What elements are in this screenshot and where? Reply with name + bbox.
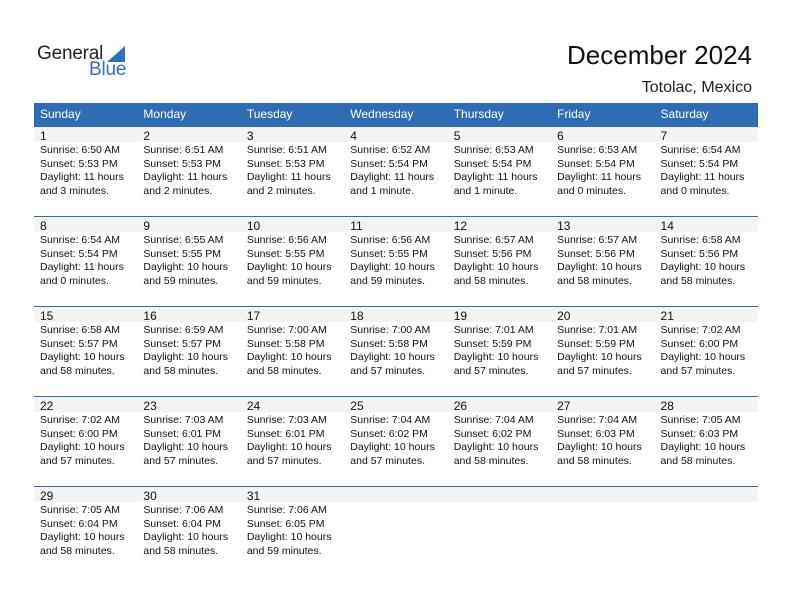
day-number: 7 bbox=[660, 129, 668, 143]
daylight-text: Daylight: 10 hours bbox=[350, 441, 435, 454]
daylight-text: Daylight: 11 hours bbox=[350, 171, 435, 184]
daylight-text: and 0 minutes. bbox=[40, 274, 109, 287]
day-sun-info bbox=[661, 144, 758, 198]
sunrise-text: Sunrise: 7:05 AM bbox=[40, 504, 120, 516]
sunrise-text: Sunrise: 6:57 AM bbox=[453, 234, 534, 246]
day-sun-info bbox=[557, 324, 654, 378]
day-cell bbox=[34, 217, 137, 307]
daylight-text: Daylight: 10 hours bbox=[246, 531, 332, 544]
day-cell bbox=[655, 127, 758, 217]
daylight-text: and 59 minutes. bbox=[246, 274, 322, 287]
sunset-text: Sunset: 6:05 PM bbox=[246, 517, 325, 530]
day-cell bbox=[137, 217, 240, 307]
day-number: 6 bbox=[557, 129, 564, 143]
day-sun-info bbox=[350, 234, 447, 288]
daylight-text: Daylight: 10 hours bbox=[557, 351, 642, 364]
day-sun-info bbox=[143, 144, 240, 198]
week-row bbox=[34, 487, 758, 577]
sunset-text: Sunset: 5:58 PM bbox=[246, 337, 325, 350]
day-number: 29 bbox=[40, 489, 54, 503]
sunset-text: Sunset: 6:01 PM bbox=[143, 427, 222, 440]
daylight-text: and 1 minute. bbox=[350, 184, 414, 197]
daylight-text: Daylight: 10 hours bbox=[40, 351, 125, 364]
day-number: 19 bbox=[453, 309, 468, 323]
day-cell bbox=[551, 307, 654, 397]
day-number: 22 bbox=[40, 399, 54, 413]
day-sun-info bbox=[557, 414, 654, 468]
daylight-text: and 57 minutes. bbox=[40, 454, 115, 467]
daylight-text: Daylight: 10 hours bbox=[660, 441, 746, 454]
sunset-text: Sunset: 6:04 PM bbox=[143, 517, 222, 530]
daylight-text: and 58 minutes. bbox=[40, 544, 115, 557]
sunset-text: Sunset: 5:54 PM bbox=[557, 157, 635, 170]
day-cell bbox=[344, 397, 447, 487]
sunrise-text: Sunrise: 6:58 AM bbox=[40, 324, 120, 336]
day-cell bbox=[241, 397, 344, 487]
daylight-text: and 59 minutes. bbox=[143, 274, 219, 287]
daylight-text: Daylight: 11 hours bbox=[143, 171, 228, 184]
sunrise-text: Sunrise: 6:50 AM bbox=[40, 144, 120, 156]
daylight-text: and 3 minutes. bbox=[40, 184, 109, 197]
daylight-text: and 59 minutes. bbox=[246, 544, 322, 557]
daylight-text: Daylight: 11 hours bbox=[40, 171, 124, 184]
daylight-text: and 59 minutes. bbox=[350, 274, 425, 287]
daylight-text: and 57 minutes. bbox=[143, 454, 219, 467]
day-cell bbox=[448, 127, 551, 217]
weekday-monday: Monday bbox=[143, 107, 187, 121]
day-number: 30 bbox=[143, 489, 157, 503]
sunset-text: Sunset: 6:03 PM bbox=[557, 427, 635, 440]
day-number: 14 bbox=[660, 219, 674, 233]
empty-day-cell bbox=[655, 487, 758, 577]
sunrise-text: Sunrise: 6:54 AM bbox=[40, 234, 120, 246]
weekday-friday: Friday bbox=[557, 107, 591, 121]
sunset-text: Sunset: 5:54 PM bbox=[660, 157, 739, 170]
daylight-text: Daylight: 10 hours bbox=[350, 261, 435, 274]
logo bbox=[37, 43, 137, 83]
daylight-text: and 58 minutes. bbox=[453, 274, 529, 287]
day-sun-info bbox=[454, 234, 551, 288]
daylight-text: Daylight: 11 hours bbox=[246, 171, 331, 184]
day-cell bbox=[241, 217, 344, 307]
day-number: 3 bbox=[246, 129, 254, 143]
day-cell bbox=[137, 127, 240, 217]
day-sun-info bbox=[247, 504, 344, 558]
daylight-text: and 58 minutes. bbox=[40, 364, 115, 377]
day-sun-info bbox=[40, 234, 137, 288]
sunrise-text: Sunrise: 6:56 AM bbox=[246, 234, 327, 246]
daylight-text: and 57 minutes. bbox=[350, 364, 425, 377]
day-sun-info bbox=[40, 504, 137, 558]
daylight-text: Daylight: 10 hours bbox=[453, 261, 539, 274]
daylight-text: and 2 minutes. bbox=[246, 184, 316, 197]
weekday-wednesday: Wednesday bbox=[350, 107, 414, 121]
sunset-text: Sunset: 6:00 PM bbox=[40, 427, 118, 440]
sunrise-text: Sunrise: 6:53 AM bbox=[557, 144, 638, 156]
daylight-text: and 58 minutes. bbox=[660, 274, 736, 287]
day-sun-info bbox=[247, 324, 344, 378]
daylight-text: Daylight: 10 hours bbox=[453, 441, 539, 454]
day-number: 5 bbox=[453, 129, 461, 143]
day-sun-info bbox=[247, 414, 344, 468]
day-sun-info bbox=[247, 144, 344, 198]
day-number: 23 bbox=[143, 399, 157, 413]
day-number: 24 bbox=[246, 399, 261, 413]
daylight-text: and 58 minutes. bbox=[660, 454, 736, 467]
sunset-text: Sunset: 6:02 PM bbox=[453, 427, 532, 440]
sunset-text: Sunset: 5:56 PM bbox=[453, 247, 532, 260]
week-row bbox=[34, 127, 758, 217]
day-cell bbox=[448, 217, 551, 307]
day-number: 25 bbox=[350, 399, 364, 413]
sunrise-text: Sunrise: 7:06 AM bbox=[246, 504, 327, 516]
day-number: 16 bbox=[143, 309, 157, 323]
sunrise-text: Sunrise: 7:04 AM bbox=[350, 414, 431, 426]
day-sun-info bbox=[454, 414, 551, 468]
sunset-text: Sunset: 6:00 PM bbox=[660, 337, 739, 350]
daylight-text: Daylight: 10 hours bbox=[557, 261, 642, 274]
empty-day-cell bbox=[448, 487, 551, 577]
daylight-text: and 58 minutes. bbox=[143, 544, 219, 557]
day-sun-info bbox=[143, 504, 240, 558]
sunrise-text: Sunrise: 7:03 AM bbox=[143, 414, 224, 426]
daylight-text: and 57 minutes. bbox=[350, 454, 425, 467]
weekday-saturday: Saturday bbox=[660, 107, 709, 121]
daylight-text: and 57 minutes. bbox=[453, 364, 529, 377]
location: Totolac, Mexico bbox=[641, 79, 752, 96]
daylight-text: Daylight: 10 hours bbox=[246, 351, 332, 364]
daylight-text: and 58 minutes. bbox=[557, 274, 632, 287]
day-number: 1 bbox=[40, 129, 47, 143]
daylight-text: and 0 minutes. bbox=[660, 184, 730, 197]
daylight-text: Daylight: 11 hours bbox=[660, 171, 745, 184]
day-number: 9 bbox=[143, 219, 151, 233]
sunrise-text: Sunrise: 6:57 AM bbox=[557, 234, 638, 246]
day-cell bbox=[551, 127, 654, 217]
day-cell bbox=[34, 127, 137, 217]
day-cell bbox=[241, 307, 344, 397]
sunrise-text: Sunrise: 6:52 AM bbox=[350, 144, 431, 156]
day-cell bbox=[344, 217, 447, 307]
day-number: 21 bbox=[660, 309, 674, 323]
day-sun-info bbox=[40, 144, 137, 198]
day-cell bbox=[344, 307, 447, 397]
day-sun-info bbox=[40, 414, 137, 468]
day-cell bbox=[655, 397, 758, 487]
daylight-text: Daylight: 10 hours bbox=[453, 351, 539, 364]
week-row bbox=[34, 397, 758, 487]
weekday-tuesday: Tuesday bbox=[246, 107, 293, 121]
sunset-text: Sunset: 5:54 PM bbox=[40, 247, 118, 260]
sunrise-text: Sunrise: 7:05 AM bbox=[660, 414, 741, 426]
day-sun-info bbox=[557, 144, 654, 198]
daylight-text: and 58 minutes. bbox=[453, 454, 529, 467]
page-title: December 2024 bbox=[567, 40, 752, 70]
weekday-thursday: Thursday bbox=[453, 107, 504, 121]
day-cell bbox=[344, 127, 447, 217]
sunrise-text: Sunrise: 6:53 AM bbox=[453, 144, 534, 156]
sunset-text: Sunset: 5:57 PM bbox=[143, 337, 222, 350]
day-cell bbox=[551, 217, 654, 307]
day-number: 4 bbox=[350, 129, 357, 143]
day-number: 12 bbox=[453, 219, 468, 233]
day-cell bbox=[137, 307, 240, 397]
daylight-text: Daylight: 10 hours bbox=[143, 351, 229, 364]
daylight-text: Daylight: 10 hours bbox=[40, 441, 125, 454]
day-cell bbox=[448, 397, 551, 487]
day-cell bbox=[137, 397, 240, 487]
sunset-text: Sunset: 5:58 PM bbox=[350, 337, 428, 350]
sunrise-text: Sunrise: 7:00 AM bbox=[350, 324, 431, 336]
daylight-text: and 57 minutes. bbox=[246, 454, 322, 467]
day-number: 8 bbox=[40, 219, 47, 233]
daylight-text: Daylight: 11 hours bbox=[40, 261, 124, 274]
sunset-text: Sunset: 5:56 PM bbox=[660, 247, 739, 260]
day-sun-info bbox=[350, 324, 447, 378]
logo-general-text: General bbox=[37, 43, 104, 64]
daylight-text: and 57 minutes. bbox=[660, 364, 736, 377]
daylight-text: and 0 minutes. bbox=[557, 184, 626, 197]
weekday-sunday: Sunday bbox=[40, 107, 81, 121]
daylight-text: and 2 minutes. bbox=[143, 184, 213, 197]
day-sun-info bbox=[557, 234, 654, 288]
sunset-text: Sunset: 5:54 PM bbox=[350, 157, 428, 170]
day-number: 11 bbox=[350, 219, 363, 233]
sunset-text: Sunset: 5:56 PM bbox=[557, 247, 635, 260]
day-sun-info bbox=[454, 144, 551, 198]
sunrise-text: Sunrise: 7:04 AM bbox=[557, 414, 638, 426]
day-number: 31 bbox=[246, 489, 261, 503]
logo-blue-text: Blue bbox=[89, 59, 127, 80]
day-number: 2 bbox=[143, 129, 151, 143]
sunrise-text: Sunrise: 7:03 AM bbox=[246, 414, 327, 426]
daylight-text: Daylight: 10 hours bbox=[246, 261, 332, 274]
sunrise-text: Sunrise: 7:02 AM bbox=[40, 414, 120, 426]
daylight-text: Daylight: 10 hours bbox=[350, 351, 435, 364]
sunset-text: Sunset: 6:03 PM bbox=[660, 427, 739, 440]
day-sun-info bbox=[661, 234, 758, 288]
day-sun-info bbox=[143, 234, 240, 288]
sunset-text: Sunset: 5:53 PM bbox=[143, 157, 222, 170]
sunrise-text: Sunrise: 6:51 AM bbox=[246, 144, 327, 156]
sunrise-text: Sunrise: 6:59 AM bbox=[143, 324, 224, 336]
sunrise-text: Sunrise: 6:58 AM bbox=[660, 234, 741, 246]
daylight-text: Daylight: 10 hours bbox=[143, 531, 229, 544]
day-cell bbox=[448, 307, 551, 397]
daylight-text: Daylight: 10 hours bbox=[143, 261, 229, 274]
daylight-text: Daylight: 10 hours bbox=[246, 441, 332, 454]
daylight-text: and 58 minutes. bbox=[143, 364, 219, 377]
daylight-text: Daylight: 10 hours bbox=[660, 351, 746, 364]
daylight-text: and 58 minutes. bbox=[557, 454, 632, 467]
weekday-header bbox=[34, 103, 758, 126]
day-cell bbox=[551, 397, 654, 487]
daylight-text: Daylight: 10 hours bbox=[143, 441, 229, 454]
day-cell bbox=[137, 487, 240, 577]
sunrise-text: Sunrise: 7:06 AM bbox=[143, 504, 224, 516]
day-cell bbox=[34, 307, 137, 397]
day-sun-info bbox=[661, 324, 758, 378]
sunset-text: Sunset: 6:01 PM bbox=[246, 427, 325, 440]
sunset-text: Sunset: 5:59 PM bbox=[453, 337, 532, 350]
week-row bbox=[34, 217, 758, 307]
sunrise-text: Sunrise: 7:04 AM bbox=[453, 414, 534, 426]
sunset-text: Sunset: 6:02 PM bbox=[350, 427, 428, 440]
sunrise-text: Sunrise: 7:01 AM bbox=[453, 324, 534, 336]
sunset-text: Sunset: 6:04 PM bbox=[40, 517, 118, 530]
sunrise-text: Sunrise: 6:56 AM bbox=[350, 234, 431, 246]
day-cell bbox=[34, 487, 137, 577]
sunset-text: Sunset: 5:57 PM bbox=[40, 337, 118, 350]
sunset-text: Sunset: 5:55 PM bbox=[350, 247, 428, 260]
day-cell bbox=[241, 487, 344, 577]
day-number: 28 bbox=[660, 399, 674, 413]
day-number: 15 bbox=[40, 309, 54, 323]
sunrise-text: Sunrise: 6:51 AM bbox=[143, 144, 224, 156]
day-sun-info bbox=[143, 324, 240, 378]
sunrise-text: Sunrise: 6:55 AM bbox=[143, 234, 224, 246]
day-number: 10 bbox=[246, 219, 261, 233]
day-number: 13 bbox=[557, 219, 571, 233]
week-row bbox=[34, 307, 758, 397]
day-cell bbox=[655, 307, 758, 397]
sunrise-text: Sunrise: 7:02 AM bbox=[660, 324, 741, 336]
sunrise-text: Sunrise: 7:00 AM bbox=[246, 324, 327, 336]
sunset-text: Sunset: 5:53 PM bbox=[246, 157, 325, 170]
daylight-text: and 57 minutes. bbox=[557, 364, 632, 377]
day-cell bbox=[241, 127, 344, 217]
daylight-text: Daylight: 10 hours bbox=[40, 531, 125, 544]
day-number: 18 bbox=[350, 309, 364, 323]
daylight-text: Daylight: 10 hours bbox=[557, 441, 642, 454]
day-sun-info bbox=[661, 414, 758, 468]
day-sun-info bbox=[143, 414, 240, 468]
day-number: 20 bbox=[557, 309, 571, 323]
day-number: 17 bbox=[246, 309, 261, 323]
daylight-text: Daylight: 11 hours bbox=[557, 171, 641, 184]
day-sun-info bbox=[454, 324, 551, 378]
daylight-text: and 58 minutes. bbox=[246, 364, 322, 377]
day-sun-info bbox=[350, 144, 447, 198]
day-cell bbox=[655, 217, 758, 307]
daylight-text: Daylight: 11 hours bbox=[453, 171, 538, 184]
sunset-text: Sunset: 5:54 PM bbox=[453, 157, 532, 170]
sunset-text: Sunset: 5:55 PM bbox=[246, 247, 325, 260]
day-cell bbox=[34, 397, 137, 487]
daylight-text: and 1 minute. bbox=[453, 184, 518, 197]
day-number: 27 bbox=[557, 399, 571, 413]
sunset-text: Sunset: 5:59 PM bbox=[557, 337, 635, 350]
day-sun-info bbox=[247, 234, 344, 288]
daylight-text: Daylight: 10 hours bbox=[660, 261, 746, 274]
day-sun-info bbox=[350, 414, 447, 468]
sunset-text: Sunset: 5:53 PM bbox=[40, 157, 118, 170]
sunrise-text: Sunrise: 6:54 AM bbox=[660, 144, 741, 156]
day-sun-info bbox=[40, 324, 137, 378]
empty-day-cell bbox=[344, 487, 447, 577]
empty-day-cell bbox=[551, 487, 654, 577]
day-number: 26 bbox=[453, 399, 468, 413]
sunrise-text: Sunrise: 7:01 AM bbox=[557, 324, 638, 336]
sunset-text: Sunset: 5:55 PM bbox=[143, 247, 222, 260]
